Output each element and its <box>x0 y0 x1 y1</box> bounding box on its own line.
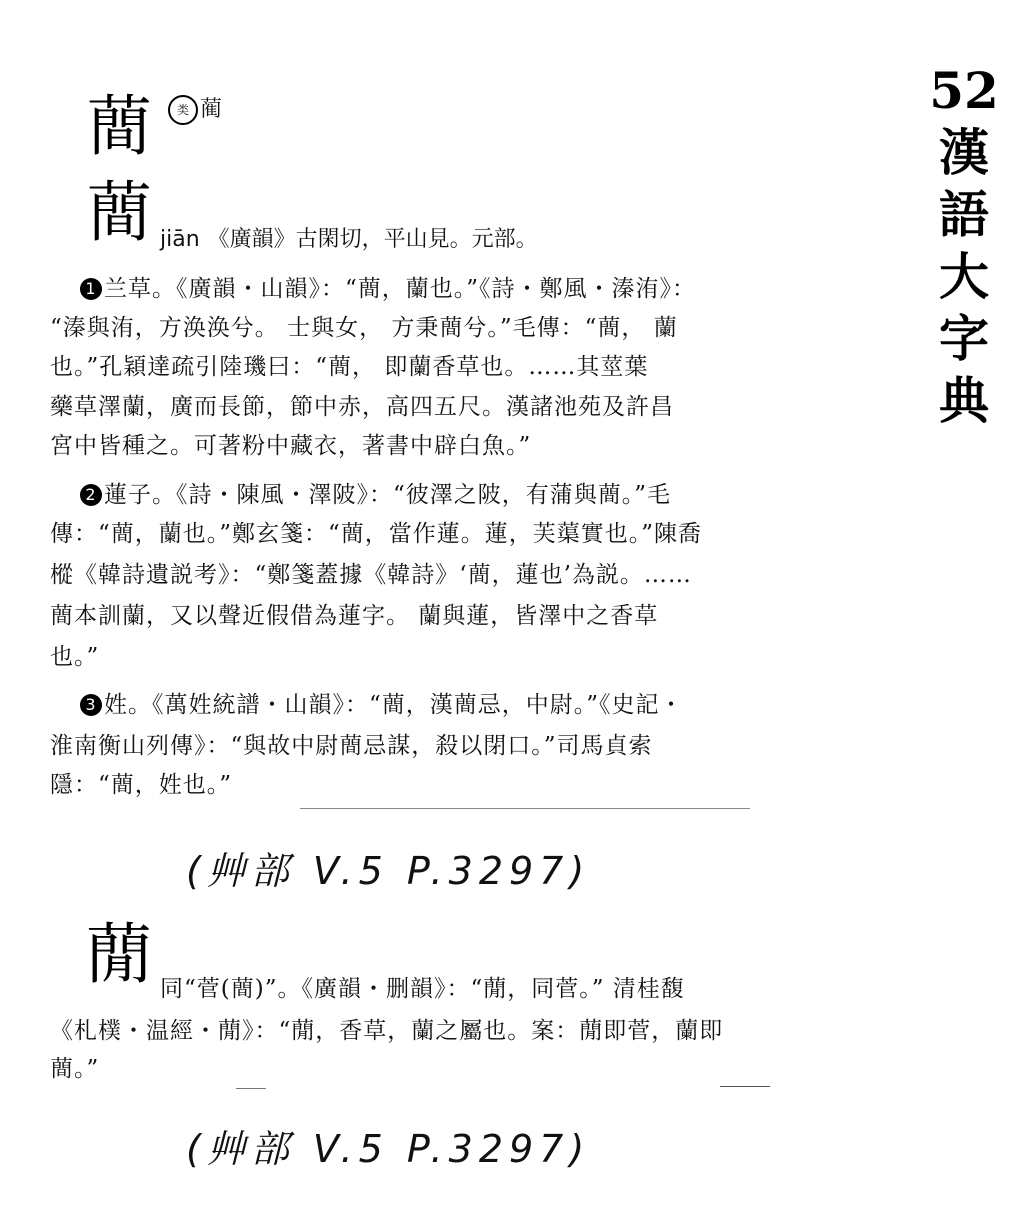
definition-line: 1 兰草。《廣韻・山韻》：“蕳，蘭也。”《詩・鄭風・溱洧》： <box>80 270 696 303</box>
headword: 蕳 <box>86 174 152 251</box>
dictionary-title <box>924 60 1004 432</box>
sense-number-icon: 3 <box>80 694 102 716</box>
handwritten-note: (艸部 V.5 P.3297) <box>186 1127 591 1171</box>
definition-line: 藥草澤蘭，廣而長節，節中赤，高四五尺。漢諸池苑及許昌 <box>50 394 674 420</box>
title-char: 大 <box>939 247 989 306</box>
definition-line: 同“菅(蕳)”。《廣韻・删韻》：“蕑，同菅。” 清桂馥 <box>160 976 685 1002</box>
definition-line: 宮中皆種之。可著粉中藏衣，著書中辟白魚。” <box>50 433 532 459</box>
cut-line <box>720 1086 770 1087</box>
cut-line <box>300 808 750 809</box>
definition-line: 蕳本訓蘭，又以聲近假借為蓮字。 蘭與蓮，皆澤中之香草 <box>50 603 659 629</box>
definition-line: 蕳。” <box>50 1056 100 1082</box>
definition-line: “溱與洧，方涣涣兮。 士與女， 方秉蕳兮。”毛傳：“蕳， 蘭 <box>50 315 678 341</box>
pinyin: jiān <box>160 227 200 252</box>
definition-line: 隱：“蕳，姓也。” <box>50 772 233 798</box>
definition-line: 淮南衡山列傳》：“與故中尉蕳忌謀，殺以閉口。”司馬貞索 <box>50 733 653 759</box>
cut-line <box>236 1088 266 1089</box>
handwritten-note: (艸部 V.5 P.3297) <box>186 849 591 893</box>
title-char: 語 <box>939 185 989 244</box>
pronunciation: 《廣韻》古閑切，平山見。元部。 <box>207 227 538 252</box>
definition-line: 也。”孔穎達疏引陸璣曰：“蕳， 即蘭香草也。……其莖葉 <box>50 354 649 380</box>
definition-line: 2 蓮子。《詩・陳風・澤陂》：“彼澤之陂，有蒲與蕳。”毛 <box>80 476 671 509</box>
sense-number-icon: 1 <box>80 278 102 300</box>
headword-2: 蕑 <box>86 916 152 993</box>
definition-line: 樅《韓詩遺説考》：“鄭箋蓋據《韓詩》‘蕳，蓮也’為説。…… <box>50 562 692 588</box>
headword-top: 蕳 <box>86 88 152 165</box>
definition-line: 傳：“蕳，蘭也。”鄭玄箋：“蕳，當作蓮。蓮，芙蕖實也。”陳喬 <box>50 521 703 547</box>
title-char: 漢 <box>939 123 989 182</box>
variant-mark-icon: 类 <box>168 95 198 125</box>
sense-number-icon: 2 <box>80 484 102 506</box>
title-char: 典 <box>939 371 989 430</box>
title-volume-number: 52 <box>929 61 999 120</box>
simplified-char: 蔺 <box>200 97 223 122</box>
pronunciation-line <box>160 222 538 253</box>
simplified-form <box>168 92 222 125</box>
definition-line: 3 姓。《萬姓統譜・山韻》：“蕳，漢蕳忌，中尉。”《史記・ <box>80 686 684 719</box>
definition-line: 也。” <box>50 644 100 670</box>
title-char: 字 <box>939 309 989 368</box>
definition-line: 《札樸・温經・蕑》：“蕑，香草，蘭之屬也。案：蕑即菅，蘭即 <box>50 1018 724 1044</box>
